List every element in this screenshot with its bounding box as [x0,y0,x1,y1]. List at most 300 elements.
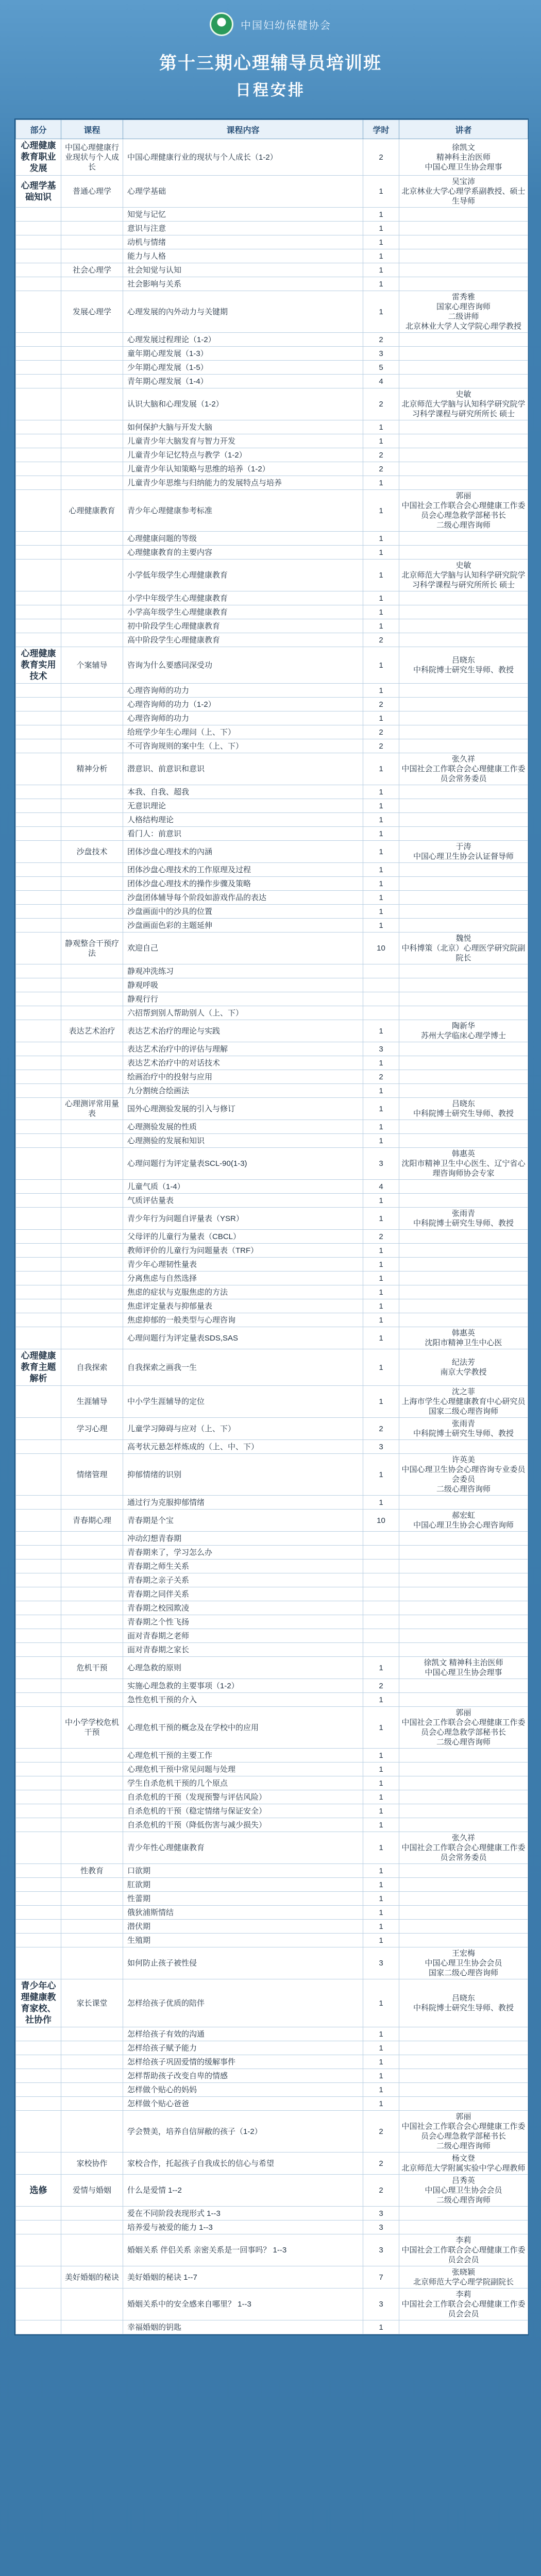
cell-course [61,827,123,841]
cell-content: 婚姻关系中的安全感来自哪里？ 1--3 [123,2289,363,2320]
cell-hours: 1 [363,560,399,591]
cell-course [61,1230,123,1244]
cell-hours: 1 [363,799,399,813]
cell-hours: 2 [363,2111,399,2153]
cell-content: 人格结构理论 [123,813,363,827]
cell-content: 绘画治疗中的投射与应用 [123,1070,363,1084]
table-row [16,1084,528,1098]
cell-content: 学生自杀危机干预的几个原点 [123,1776,363,1790]
cell-part [16,813,61,827]
cell-hours [363,1587,399,1601]
cell-content: 能力与人格 [123,249,363,263]
cell-hours: 1 [363,1258,399,1272]
cell-part [16,1546,61,1560]
cell-content: 青少年心理健康参考标准 [123,490,363,532]
table-row [16,739,528,753]
cell-lecturer [399,1532,528,1546]
cell-content: 青春期是个宝 [123,1510,363,1532]
cell-lecturer [399,1194,528,1208]
cell-content: 表达艺术治疗中的评估与理解 [123,1042,363,1056]
cell-hours: 1 [363,1832,399,1864]
table-row [16,1194,528,1208]
cell-part [16,1629,61,1643]
cell-lecturer: 史敏 北京师范大学脑与认知科学研究院学习科学课程与研究所所长 硕士 [399,388,528,420]
cell-lecturer [399,813,528,827]
cell-part [16,1878,61,1892]
table-row [16,1386,528,1418]
cell-course [61,1920,123,1934]
cell-course: 沙盘技术 [61,841,123,863]
cell-part [16,1244,61,1258]
cell-content: 焦虑抑郁的一般类型与心理咨询 [123,1313,363,1327]
table-row [16,2041,528,2055]
cell-course: 心理健康教育 [61,490,123,532]
cell-course [61,249,123,263]
cell-lecturer [399,1299,528,1313]
cell-content: 如何保护大脑与开发大脑 [123,420,363,434]
cell-part [16,1180,61,1194]
cell-content: 心理危机干预中常见问题与处理 [123,1762,363,1776]
cell-lecturer [399,1693,528,1707]
cell-hours: 1 [363,2083,399,2097]
cell-hours: 1 [363,1934,399,1947]
table-row [16,891,528,905]
cell-lecturer [399,1749,528,1762]
cell-hours: 1 [363,1749,399,1762]
cell-part [16,2221,61,2234]
cell-content: 培养爱与被爱的能力 1--3 [123,2221,363,2234]
cell-hours: 1 [363,208,399,222]
column-header-content: 课程内容 [123,120,363,139]
cell-lecturer [399,1560,528,1573]
cell-lecturer [399,1776,528,1790]
cell-lecturer [399,546,528,560]
cell-course: 性教育 [61,1864,123,1878]
cell-part [16,1386,61,1418]
cell-lecturer [399,1180,528,1194]
cell-hours: 1 [363,2069,399,2083]
cell-course: 中小学学校危机干预 [61,1707,123,1749]
cell-content: 社会知觉与认知 [123,263,363,277]
cell-lecturer: 杨文登 北京师范大学附属实验中学心理教师 [399,2153,528,2175]
cell-hours: 1 [363,1056,399,1070]
cell-course [61,905,123,919]
cell-part [16,933,61,964]
cell-content: 欢迎自己 [123,933,363,964]
cell-part [16,1707,61,1749]
cell-hours [363,1532,399,1546]
cell-content: 静观呼吸 [123,978,363,992]
cell-lecturer: 于涛 中国心理卫生协会认证督导师 [399,841,528,863]
cell-part [16,1148,61,1180]
table-row [16,1832,528,1864]
cell-lecturer: 张晓颖 北京师范大学心理学院副院长 [399,2266,528,2289]
cell-course [61,591,123,605]
cell-course: 危机干预 [61,1657,123,1679]
cell-hours [363,1643,399,1657]
cell-lecturer: 纪法芳 南京大学教授 [399,1349,528,1386]
cell-course [61,560,123,591]
cell-lecturer [399,1285,528,1299]
table-row [16,176,528,208]
cell-course [61,1532,123,1546]
cell-hours: 1 [363,1804,399,1818]
cell-hours: 1 [363,546,399,560]
cell-hours [363,978,399,992]
cell-content: 社会影响与关系 [123,277,363,291]
cell-course [61,1629,123,1643]
cell-hours: 2 [363,139,399,176]
cell-part [16,978,61,992]
cell-content: 国外心理测验发展的引入与修订 [123,1098,363,1120]
table-row [16,2320,528,2334]
cell-content: 抑郁情绪的识别 [123,1454,363,1496]
cell-hours [363,1546,399,1560]
cell-part [16,1134,61,1148]
cell-hours: 1 [363,647,399,684]
cell-part [16,1098,61,1120]
cell-course [61,992,123,1006]
cell-hours: 1 [363,711,399,725]
cell-lecturer: 郭丽 中国社会工作联合会心理健康工作委员会心理急救学部秘书长 二级心理咨询师 [399,2111,528,2153]
cell-content: 心理学基础 [123,176,363,208]
cell-content: 教师评价的儿童行为问题量表（TRF） [123,1244,363,1258]
cell-lecturer [399,1804,528,1818]
cell-content: 团体沙盘心理技术的內涵 [123,841,363,863]
cell-part [16,684,61,698]
table-row [16,222,528,235]
cell-lecturer: 李莉 中国社会工作联合会心理健康工作委员会会员 [399,2234,528,2266]
cell-lecturer [399,2069,528,2083]
cell-content: 怎样做个贴心的妈妈 [123,2083,363,2097]
cell-content: 生殖期 [123,1934,363,1947]
cell-part [16,1776,61,1790]
table-header-row [16,120,528,139]
cell-course [61,605,123,619]
table-row [16,619,528,633]
cell-hours [363,1629,399,1643]
cell-lecturer [399,1920,528,1934]
cell-lecturer: 张雨青 中科院博士研究生导师、教授 [399,1418,528,1440]
cell-part [16,827,61,841]
page-subtitle: 日程安排 [235,82,306,99]
cell-hours: 1 [363,1313,399,1327]
table-row [16,1804,528,1818]
cell-course [61,462,123,476]
table-row [16,333,528,347]
cell-content: 自杀危机的干预（发现预警与评估风险） [123,1790,363,1804]
cell-hours [363,964,399,978]
table-row [16,1934,528,1947]
table-row [16,605,528,619]
page-header [0,0,541,118]
cell-part [16,222,61,235]
cell-content: 青少年行为问题自评量表（YSR） [123,1208,363,1230]
table-row [16,2234,528,2266]
cell-lecturer [399,1864,528,1878]
table-row [16,1327,528,1349]
cell-course: 发展心理学 [61,291,123,333]
cell-course [61,725,123,739]
cell-lecturer [399,1084,528,1098]
cell-lecturer [399,1134,528,1148]
table-row [16,1258,528,1272]
table-row [16,1615,528,1629]
cell-lecturer [399,1601,528,1615]
cell-content: 怎样做个贴心爸爸 [123,2097,363,2111]
cell-content: 小学低年级学生心理健康教育 [123,560,363,591]
cell-part [16,291,61,333]
cell-content: 心理测验的发展和知识 [123,1134,363,1148]
table-row [16,591,528,605]
cell-content: 团体沙盘心理技术的操作步骤及策略 [123,877,363,891]
cell-course: 个案辅导 [61,647,123,684]
cell-part [16,333,61,347]
cell-part [16,591,61,605]
cell-hours: 1 [363,277,399,291]
cell-lecturer: 王宏梅 中国心理卫生协会会员 国家二级心理咨询师 [399,1947,528,1979]
cell-part [16,208,61,222]
cell-course: 精神分析 [61,753,123,785]
cell-lecturer [399,1878,528,1892]
cell-content: 焦虑评定量表与抑郁量表 [123,1299,363,1313]
cell-lecturer [399,1679,528,1693]
cell-lecturer [399,277,528,291]
table-row [16,753,528,785]
table-row [16,1587,528,1601]
cell-course [61,1258,123,1272]
table-row [16,1560,528,1573]
cell-content: 九分割统合绘画法 [123,1084,363,1098]
cell-lecturer [399,1629,528,1643]
table-row [16,1790,528,1804]
cell-content: 静观行行 [123,992,363,1006]
cell-lecturer [399,739,528,753]
table-row [16,1906,528,1920]
column-header-part: 部分 [16,120,61,139]
table-row [16,1864,528,1878]
cell-course [61,1804,123,1818]
cell-hours: 3 [363,1440,399,1454]
cell-course: 青春期心理 [61,1510,123,1532]
cell-content: 心理问题行为评定量表SDS,SAS [123,1327,363,1349]
cell-course [61,1440,123,1454]
table-row [16,249,528,263]
cell-lecturer: 李莉 中国社会工作联合会心理健康工作委员会会员 [399,2289,528,2320]
cell-part [16,2266,61,2289]
cell-part [16,1657,61,1679]
cell-lecturer [399,698,528,711]
cell-content: 自杀危机的干预（稳定情绪与保证安全） [123,1804,363,1818]
cell-course [61,1056,123,1070]
cell-content: 心理危机干预的概念及在学校中的应用 [123,1707,363,1749]
table-row [16,647,528,684]
table-row [16,877,528,891]
cell-hours: 1 [363,1020,399,1042]
cell-hours: 1 [363,434,399,448]
table-row [16,1244,528,1258]
table-row [16,476,528,490]
table-row [16,1349,528,1386]
cell-content: 心理咨询师的功力 [123,711,363,725]
cell-part [16,361,61,375]
cell-part [16,1587,61,1601]
cell-part [16,1947,61,1979]
cell-course [61,1272,123,1285]
table-row [16,2027,528,2041]
cell-course [61,711,123,725]
cell-part: 心理健康教育实用技术 [16,647,61,684]
table-row [16,1230,528,1244]
cell-content: 青春期之个性飞扬 [123,1615,363,1629]
cell-content: 心理急救的原则 [123,1657,363,1679]
cell-lecturer [399,2083,528,2097]
cell-hours: 1 [363,891,399,905]
cell-hours: 4 [363,375,399,388]
table-row [16,1440,528,1454]
cell-content: 冲动幻想青春期 [123,1532,363,1546]
cell-course [61,1818,123,1832]
cell-course: 表达艺术治疗 [61,1020,123,1042]
cell-course [61,1327,123,1349]
cell-part [16,992,61,1006]
cell-course [61,2055,123,2069]
cell-part [16,1120,61,1134]
table-row [16,2069,528,2083]
cell-course [61,347,123,361]
table-row [16,1818,528,1832]
cell-hours: 1 [363,1906,399,1920]
cell-part [16,698,61,711]
cell-part [16,1418,61,1440]
cell-part [16,560,61,591]
cell-course [61,1285,123,1299]
cell-hours: 1 [363,476,399,490]
table-row [16,813,528,827]
cell-hours: 2 [363,448,399,462]
cell-lecturer: 史敏 北京师范大学脑与认知科学研究院学习科学课程与研究所所长 硕士 [399,560,528,591]
cell-content: 性蕾期 [123,1892,363,1906]
cell-content: 口欲期 [123,1864,363,1878]
table-row [16,2111,528,2153]
cell-lecturer: 沈之菲 上海市学生心理健康教育中心研究员 国家二级心理咨询师 [399,1386,528,1418]
cell-part [16,546,61,560]
table-row [16,235,528,249]
table-row [16,2175,528,2207]
cell-lecturer [399,964,528,978]
table-row [16,1098,528,1120]
cell-lecturer [399,347,528,361]
cell-course: 社会心理学 [61,263,123,277]
cell-course [61,1496,123,1510]
cell-hours: 1 [363,2041,399,2055]
table-row [16,1120,528,1134]
cell-lecturer: 郭丽 中国社会工作联合会心理健康工作委员会心理急救学部秘书长 二级心理咨询师 [399,1707,528,1749]
cell-course [61,1194,123,1208]
cell-hours: 1 [363,2055,399,2069]
schedule-table-container [14,118,529,2335]
cell-part [16,1070,61,1084]
cell-hours: 1 [363,1920,399,1934]
cell-content: 心理咨询师的功力 [123,684,363,698]
cell-part [16,2289,61,2320]
cell-lecturer [399,476,528,490]
cell-lecturer: 吕晓东 中科院博士研究生导师、教授 [399,647,528,684]
cell-hours: 1 [363,841,399,863]
cell-course [61,1947,123,1979]
cell-content: 青春期之校园欺凌 [123,1601,363,1615]
table-row [16,684,528,698]
cell-course [61,863,123,877]
cell-hours: 10 [363,1510,399,1532]
cell-hours: 1 [363,1120,399,1134]
table-row [16,1418,528,1440]
cell-part: 选修 [16,2175,61,2207]
cell-part [16,1679,61,1693]
table-row [16,1020,528,1042]
cell-hours [363,1006,399,1020]
cell-lecturer [399,591,528,605]
cell-lecturer: 徐凯文 精神科主治医师 中国心理卫生协会理事 [399,139,528,176]
cell-hours: 1 [363,1272,399,1285]
cell-lecturer: 郝宏虹 中国心理卫生协会心理咨询师 [399,1510,528,1532]
cell-hours: 1 [363,1327,399,1349]
cell-course [61,1180,123,1194]
cell-lecturer [399,235,528,249]
cell-course [61,1042,123,1056]
table-row [16,1042,528,1056]
cell-hours: 1 [363,1454,399,1496]
cell-course [61,684,123,698]
cell-course [61,1148,123,1180]
cell-hours [363,1560,399,1573]
cell-content: 美好婚姻的秘诀 1--7 [123,2266,363,2289]
cell-lecturer: 陶新华 苏州大学临床心理学博士 [399,1020,528,1042]
cell-lecturer [399,1120,528,1134]
cell-course [61,964,123,978]
cell-lecturer [399,1258,528,1272]
cell-hours: 1 [363,1349,399,1386]
cell-part [16,1892,61,1906]
cell-part [16,1934,61,1947]
table-row [16,1707,528,1749]
table-row [16,263,528,277]
cell-course [61,2111,123,2153]
cell-course: 生涯辅导 [61,1386,123,1418]
cell-hours: 2 [363,1418,399,1440]
cell-lecturer [399,1934,528,1947]
cell-lecturer: 许英美 中国心理卫生协会心理咨询专业委员会委员 二级心理咨询师 [399,1454,528,1496]
cell-lecturer: 吴宝沛 北京林业大学心理学系副教授、硕士生导师 [399,176,528,208]
cell-hours: 3 [363,1947,399,1979]
table-row [16,462,528,476]
cell-course [61,813,123,827]
cell-content: 动机与情绪 [123,235,363,249]
table-row [16,905,528,919]
cell-lecturer [399,2097,528,2111]
table-row [16,964,528,978]
cell-course [61,1006,123,1020]
cell-content: 潜伏期 [123,1920,363,1934]
cell-content: 心理危机干预的主要工作 [123,1749,363,1762]
cell-hours: 1 [363,1979,399,2027]
cell-lecturer [399,1546,528,1560]
cell-hours: 3 [363,1042,399,1056]
schedule-table-body [16,139,528,2334]
table-row [16,1601,528,1615]
cell-course [61,208,123,222]
cell-hours: 7 [363,2266,399,2289]
